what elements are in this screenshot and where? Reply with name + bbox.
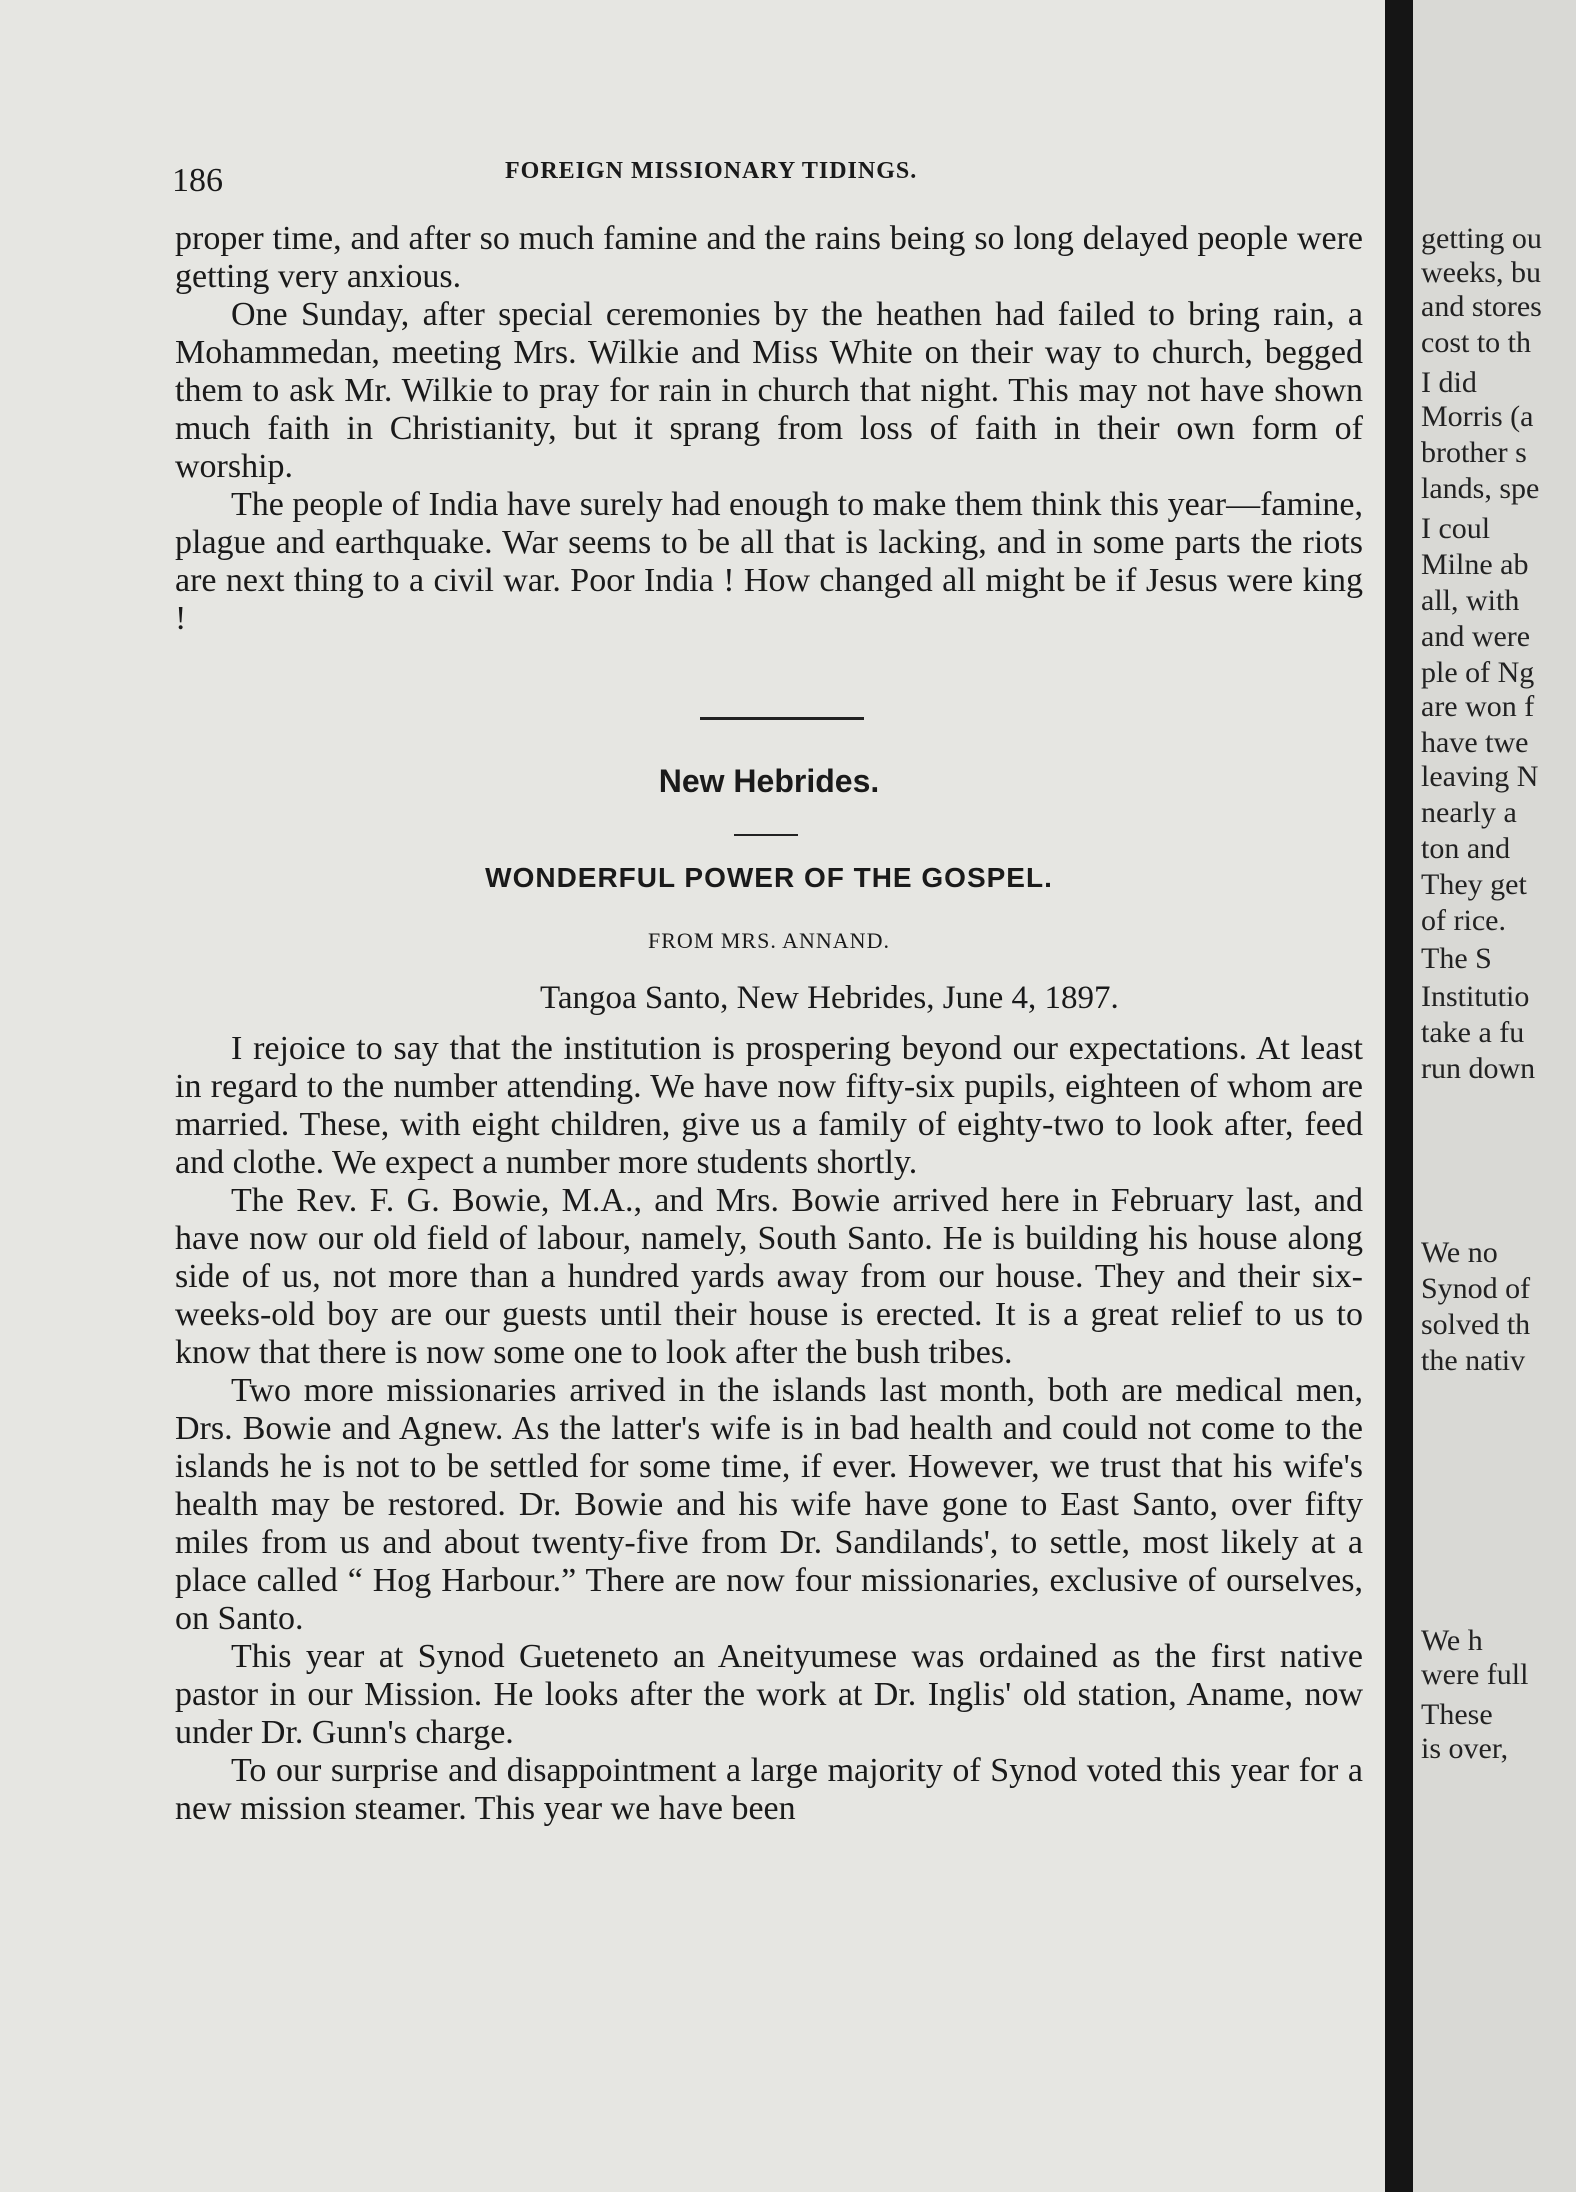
facing-page-line: getting ou	[1421, 222, 1542, 255]
facing-page-line: were full	[1421, 1658, 1529, 1691]
article-title: WONDERFUL POWER OF THE GOSPEL.	[485, 862, 1053, 893]
facing-page-line: brother s	[1421, 436, 1527, 469]
dateline: Tangoa Santo, New Hebrides, June 4, 1897.	[540, 980, 1119, 1016]
facing-page-line: of rice.	[1421, 904, 1506, 937]
facing-page-line: We h	[1421, 1624, 1483, 1657]
facing-page-line: Synod of	[1421, 1272, 1531, 1305]
facing-page-line: Morris (a	[1421, 400, 1534, 433]
page-number: 186	[172, 162, 223, 199]
facing-page-line: are won f	[1421, 690, 1535, 723]
facing-page-line: have twe	[1421, 726, 1529, 759]
title-divider	[734, 834, 798, 836]
paragraph: One Sunday, after special ceremonies by the heathen had failed to bring rain, a Mohammedan, meeting Mrs. Wilkie and Miss White on their way to church, begged them to ask Mr. Wilkie to pray for rain in church that night. This may not have shown much faith in Christianity, but it sprang from loss of faith in their own form of worship.	[175, 296, 1363, 485]
paragraph: I rejoice to say that the institution is prospering beyond our expectations. At least in regard to the number attending. We have now fifty-six pupils, eighteen of whom are married. These, with eight children, give us a family of eighty-two to look after, feed and clothe. We expect a number more students shortly.	[175, 1030, 1363, 1181]
paragraph: To our surprise and disappointment a large majority of Synod voted this year for a new mission steamer. This year we have been	[175, 1752, 1363, 1827]
facing-page-line: lands, spe	[1421, 472, 1540, 505]
section-title: New Hebrides.	[658, 763, 880, 799]
paragraph: This year at Synod Gueteneto an Aneityumese was ordained as the first native pastor in our Mission. He looks after the work at Dr. Inglis' old station, Aname, now under Dr. Gunn's charge.	[175, 1638, 1363, 1751]
facing-page-line: the nativ	[1421, 1344, 1526, 1377]
facing-page-line: and stores	[1421, 290, 1542, 323]
byline: FROM MRS. ANNAND.	[648, 928, 890, 953]
facing-page-line: They get	[1421, 868, 1527, 901]
facing-page-line: Institutio	[1421, 980, 1530, 1013]
paragraph: The people of India have surely had enough to make them think this year—famine, plague and earthquake. War seems to be all that is lacking, and in some parts the riots are next thing to a civil war. Poor India ! How changed all might be if Jesus were king !	[175, 486, 1363, 637]
facing-page	[1413, 0, 1576, 2192]
facing-page-line: Milne ab	[1421, 548, 1529, 581]
facing-page-line: The S	[1421, 942, 1492, 975]
facing-page-line: cost to th	[1421, 326, 1531, 359]
section-divider	[700, 717, 864, 720]
facing-page-line: weeks, bu	[1421, 256, 1541, 289]
facing-page-line: all, with	[1421, 584, 1520, 617]
book-spine	[1385, 0, 1413, 2192]
facing-page-line: We no	[1421, 1236, 1498, 1269]
facing-page-line: take a fu	[1421, 1016, 1525, 1049]
facing-page-line: ple of Ng	[1421, 656, 1535, 689]
facing-page-line: is over,	[1421, 1732, 1509, 1765]
facing-page-line: I did	[1421, 366, 1477, 399]
paragraph: The Rev. F. G. Bowie, M.A., and Mrs. Bowie arrived here in February last, and have now our old field of labour, namely, South Santo. He is building his house along side of us, not more than a hundred yards away from our house. They and their six-weeks-old boy are our guests until their house is erected. It is a great relief to us to know that there is now some one to look after the bush tribes.	[175, 1182, 1363, 1371]
facing-page-line: These	[1421, 1698, 1493, 1731]
facing-page-line: nearly a	[1421, 796, 1517, 829]
facing-page-line: run down	[1421, 1052, 1536, 1085]
facing-page-line: I coul	[1421, 512, 1491, 545]
paragraph: Two more missionaries arrived in the islands last month, both are medical men, Drs. Bowie and Agnew. As the latter's wife is in bad health and could not come to the islands he is not to be settled for some time, if ever. However, we trust that his wife's health may be restored. Dr. Bowie and his wife have gone to East Santo, over fifty miles from us and about twenty-five from Dr. Sandilands', to settle, most likely at a place called “ Hog Harbour.” There are now four missionaries, exclusive of ourselves, on Santo.	[175, 1372, 1363, 1637]
running-head: FOREIGN MISSIONARY TIDINGS.	[505, 158, 918, 184]
article-body	[175, 1030, 1363, 1828]
facing-page-line: ton and	[1421, 832, 1511, 865]
facing-page-line: leaving N	[1421, 760, 1539, 793]
facing-page-line: solved th	[1421, 1308, 1531, 1341]
paragraph: proper time, and after so much famine and the rains being so long delayed people were getting very anxious.	[175, 220, 1363, 295]
facing-page-line: and were	[1421, 620, 1531, 653]
top-section	[175, 220, 1363, 638]
